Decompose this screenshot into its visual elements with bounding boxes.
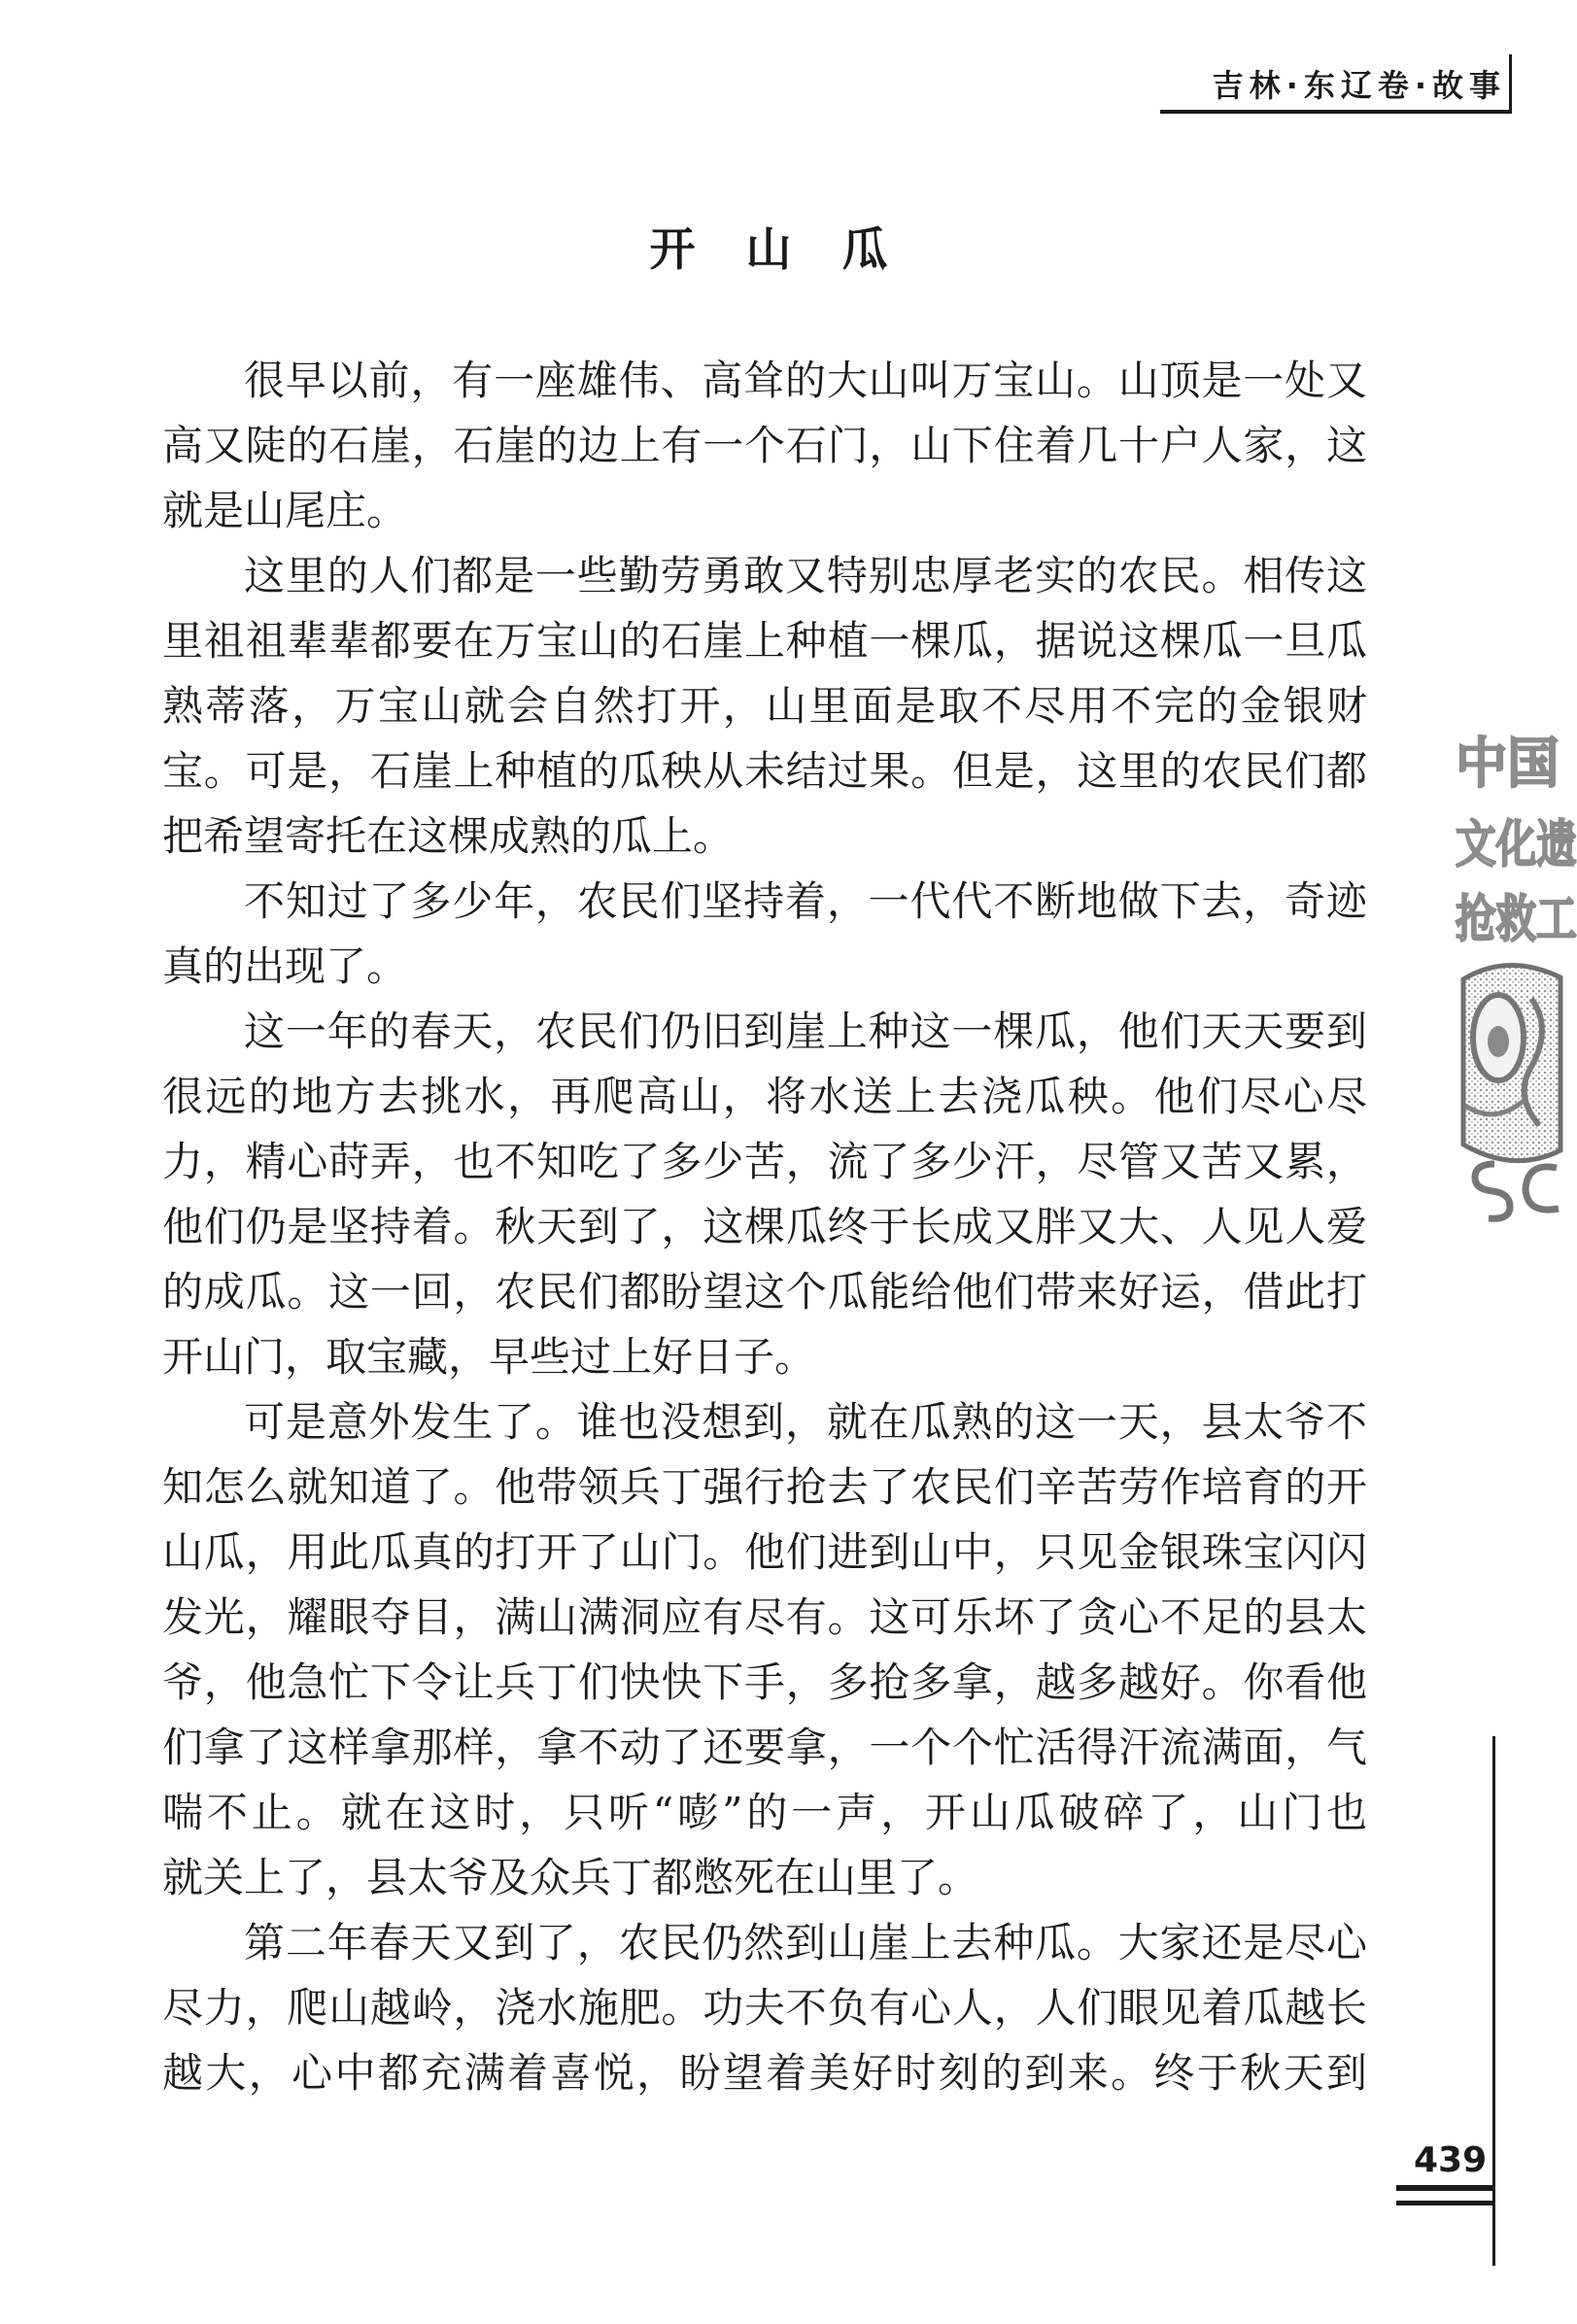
text-line: 他们仍是坚持着。秋天到了，这棵瓜终于长成又胖又大、人见人爱 <box>162 1203 1367 1250</box>
logo-text-row: 文化遗 <box>1456 816 1577 874</box>
text-line: 宝。可是，石崖上种植的瓜秧从未结过果。但是，这里的农民们都 <box>162 747 1367 795</box>
text-line: 们拿了这样拿那样，拿不动了还要拿，一个个忙活得汗流满面，气 <box>162 1724 1367 1771</box>
text-line: 熟蒂落，万宝山就会自然打开，山里面是取不尽用不完的金银财 <box>162 682 1367 730</box>
text-line: 开山门，取宝藏，早些过上好日子。 <box>162 1333 816 1381</box>
text-line: 知怎么就知道了。他带领兵丁强行抢去了农民们辛苦劳作培育的开 <box>162 1463 1367 1511</box>
paragraph <box>162 348 1367 543</box>
text-line: 山瓜，用此瓜真的打开了山门。他们进到山中，只见金银珠宝闪闪 <box>162 1528 1367 1576</box>
series-logo <box>1456 727 1577 1226</box>
text-line: 这里的人们都是一些勤劳勇敢又特别忠厚老实的农民。相传这 <box>244 552 1367 599</box>
running-head: 吉林·东辽卷·故事 <box>1212 67 1506 104</box>
text-line: 很早以前，有一座雄伟、高耸的大山叫万宝山。山顶是一处又 <box>244 357 1367 404</box>
text-line: 尽力，爬山越岭，浇水施肥。功夫不负有心人，人们眼见着瓜越长 <box>162 1984 1367 2032</box>
paragraph <box>162 543 1367 869</box>
running-head-rule <box>1160 110 1512 114</box>
folk-ornament-icon <box>1456 960 1560 1226</box>
paragraph <box>162 1910 1367 2105</box>
paragraph <box>162 1389 1367 1910</box>
paragraph <box>162 999 1367 1389</box>
logo-text-row: 中国 <box>1456 733 1560 796</box>
text-line: 把希望寄托在这棵成熟的瓜上。 <box>162 812 735 860</box>
text-line: 可是意外发生了。谁也没想到，就在瓜熟的这一天，县太爷不 <box>244 1398 1367 1446</box>
text-line: 第二年春天又到了，农民仍然到山崖上去种瓜。大家还是尽心 <box>244 1919 1367 1966</box>
text-line: 越大，心中都充满着喜悦，盼望着美好时刻的到来。终于秋天到 <box>162 2049 1367 2097</box>
page-number: 439 <box>1414 2140 1488 2180</box>
text-line: 里祖祖辈辈都要在万宝山的石崖上种植一棵瓜，据说这棵瓜一旦瓜 <box>162 617 1367 665</box>
text-line: 爷，他急忙下令让兵丁们快快下手，多抢多拿，越多越好。你看他 <box>162 1658 1367 1706</box>
text-line: 真的出现了。 <box>162 942 408 990</box>
text-line: 很远的地方去挑水，再爬高山，将水送上去浇瓜秧。他们尽心尽 <box>162 1073 1367 1120</box>
text-line: 高又陡的石崖，石崖的边上有一个石门，山下住着几十户人家，这 <box>162 422 1367 469</box>
text-line: 就是山尾庄。 <box>162 487 408 534</box>
logo-text-row: 抢救工 <box>1456 891 1577 949</box>
text-line: 不知过了多少年，农民们坚持着，一代代不断地做下去，奇迹 <box>244 877 1367 925</box>
story-title: 开山瓜 <box>649 223 939 277</box>
text-line: 喘不止。就在这时，只听“嘭”的一声，开山瓜破碎了，山门也 <box>162 1789 1367 1836</box>
page-number-rule <box>1396 2201 1493 2205</box>
page-number-rule <box>1396 2185 1493 2191</box>
text-line: 这一年的春天，农民们仍旧到崖上种这一棵瓜，他们天天要到 <box>244 1008 1367 1055</box>
text-line: 力，精心莳弄，也不知吃了多少苦，流了多少汗，尽管又苦又累， <box>162 1138 1367 1185</box>
paragraph <box>162 869 1367 999</box>
text-line: 发光，耀眼夺目，满山满洞应有尽有。这可乐坏了贪心不足的县太 <box>162 1593 1367 1641</box>
text-line: 就关上了，县太爷及众兵丁都憋死在山里了。 <box>162 1854 979 1901</box>
text-line: 的成瓜。这一回，农民们都盼望这个瓜能给他们带来好运，借此打 <box>162 1268 1367 1316</box>
running-head-vertical-rule <box>1509 54 1512 114</box>
story-body <box>162 348 1367 2105</box>
